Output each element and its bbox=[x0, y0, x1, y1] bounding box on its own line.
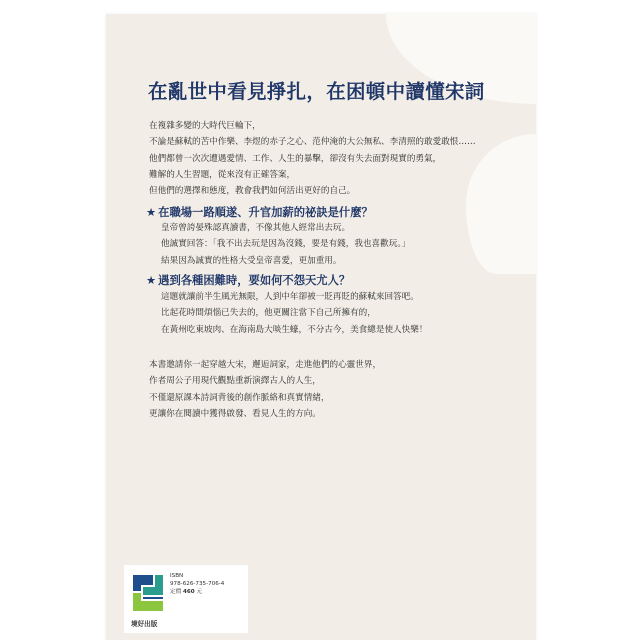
publisher-name: 境好出版 bbox=[131, 620, 158, 628]
star-icon: ★ bbox=[146, 274, 157, 287]
star-icon: ★ bbox=[146, 206, 157, 219]
section1-line: 他誠實回答：「我不出去玩是因為沒錢，要是有錢，我也喜歡玩。」 bbox=[161, 239, 411, 250]
outro-line: 不僅還原課本詩詞背後的創作脈絡和真實情緒， bbox=[149, 392, 330, 403]
isbn-block bbox=[170, 573, 224, 596]
section1-line: 皇帝曾誇晏殊認真讀書，不像其他人經常出去玩。 bbox=[161, 223, 351, 233]
cover-title: 在亂世中看見掙扎，在困頓中讀懂宋詞 bbox=[148, 80, 485, 103]
price bbox=[170, 589, 224, 597]
intro-line: 難解的人生習題，從來沒有正確答案， bbox=[149, 169, 296, 180]
intro-line: 不論是蘇軾的苦中作樂、李煜的赤子之心、范仲淹的大公無私、李清照的敢愛敢恨…… bbox=[149, 137, 476, 148]
back-cover bbox=[106, 14, 536, 640]
section1-body bbox=[161, 220, 410, 269]
price-prefix: 定價 bbox=[170, 588, 182, 595]
isbn-label: ISBN bbox=[170, 573, 184, 579]
section1-heading bbox=[146, 204, 373, 220]
price-amount: 460 bbox=[182, 588, 195, 595]
publisher-footer bbox=[124, 565, 248, 633]
section2-line: 比起花時間煩惱已失去的，他更關注當下自己所擁有的， bbox=[161, 308, 376, 319]
section2-line: 這題就讓前半生風光無限，人到中年卻被一貶再貶的蘇軾來回答吧。 bbox=[161, 292, 419, 302]
intro-line: 他們都曾一次次遭遇愛情、工作、人生的暴擊，卻沒有失去面對現實的勇氣， bbox=[149, 153, 442, 164]
outro-line: 本書邀請你一起穿越大宋，邂逅詞家，走進他們的心靈世界， bbox=[149, 360, 382, 370]
price-unit: 元 bbox=[196, 588, 203, 595]
intro-paragraph bbox=[149, 118, 476, 199]
decorative-shape bbox=[466, 134, 536, 274]
section2-body bbox=[161, 289, 427, 338]
section2-heading bbox=[146, 272, 350, 288]
outro-line: 更讓你在閱讀中獲得啟發、看見人生的方向。 bbox=[149, 408, 321, 419]
isbn-number: 978-626-735-706-4 bbox=[170, 580, 225, 587]
section2-heading-text: 遇到各種困難時，要如何不怨天尤人？ bbox=[158, 274, 351, 287]
outro-line: 作者周公子用現代觀點重新演繹古人的人生， bbox=[149, 376, 321, 387]
section2-line: 在黃州吃東坡肉、在海南島大啖生蠔，不分古今，美食總是使人快樂！ bbox=[161, 324, 428, 335]
intro-line: 在複雜多變的大時代巨輪下， bbox=[149, 121, 261, 131]
intro-line: 但他們的選擇和態度，教會我們如何活出更好的自己。 bbox=[149, 186, 356, 197]
publisher-logo-icon bbox=[131, 571, 165, 615]
section1-heading-text: 在職場一路順遂、升官加薪的祕訣是什麼？ bbox=[158, 206, 373, 219]
section1-line: 結果因為誠實的性格大受皇帝喜愛，更加重用。 bbox=[161, 255, 342, 266]
outro-paragraph bbox=[149, 357, 381, 422]
